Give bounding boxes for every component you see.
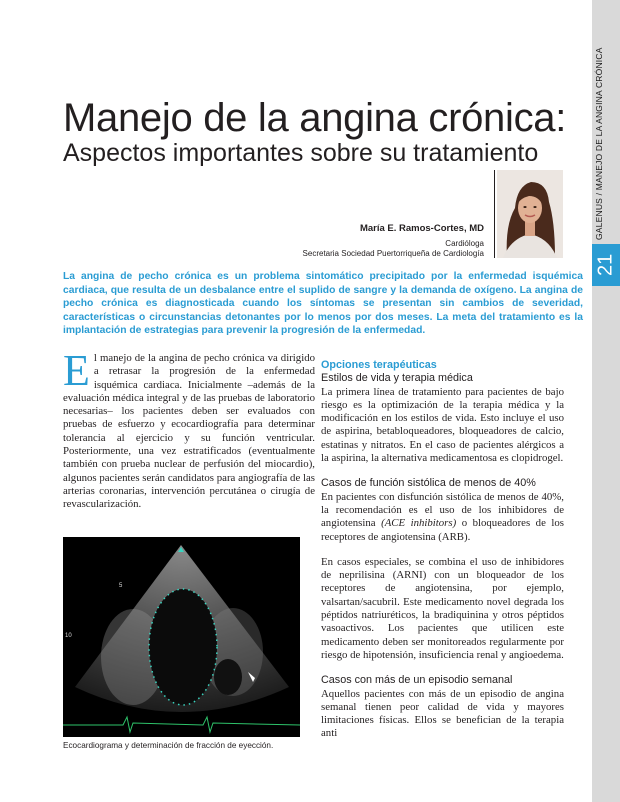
systolic-paragraph (321, 491, 564, 544)
intro-paragraph (63, 346, 315, 512)
figure-caption: Ecocardiograma y determinación de fracción de eyección. (63, 741, 274, 750)
weekly-paragraph: Aquellos pacientes con más de un episodio de angina semanal tienen peor calidad de vida y mayores limitaciones físicas. Ellos se benefician de la terapia anti (321, 687, 564, 740)
right-column (321, 359, 564, 741)
subsection-heading-weekly: Casos con más de un episodio semanal (321, 674, 513, 687)
article-subtitle: Aspectos importantes sobre su tratamiento (63, 139, 539, 167)
subsection-heading-lifestyle: Estilos de vida y terapia médica (321, 372, 473, 385)
page-number: 21 (594, 253, 617, 277)
article-title: Manejo de la angina crónica: (63, 96, 567, 140)
section-heading: Opciones terapéuticas (321, 359, 437, 371)
echo-label-10: 10 (65, 633, 72, 639)
echocardiogram-image (63, 537, 300, 737)
author-organization: Secretaria Sociedad Puertorriqueña de Cardiología (302, 249, 484, 258)
drop-cap: E (63, 346, 90, 395)
intro-text: l manejo de la angina de pecho crónica va dirigido a retrasar la progresión de la enfermedad isquémica cardiaca. Inicialmente –además de la evaluación médica integral y de las pruebas de laboratorio necesarias– los pacientes deben ser evaluados con pruebas de esfuerzo y ecocardiografía para determinar tolerancia al ejercicio y su función ventricular. Posteriormente, una vez estratificados (eventualmente también con prueba nuclear de perfusión del miocardio), algunos pacientes serán candidatos para angiografía de las arterias coronarias, intervención percutánea o cirugía de revascularización. (63, 352, 315, 511)
subsection-heading-systolic: Casos de función sistólica de menos de 40% (321, 477, 536, 490)
abstract: La angina de pecho crónica es un problema sintomático precipitado por la enfermedad isquémica cardiaca, que resulta de un desbalance entre el suplido de sangre y la demanda de oxígeno. La angina de pecho crónica es diagnosticada cuando los síntomas se presentan sin cambios de severidad, características o circunstancias detonantes por lo menos por dos meses. La meta del tratamiento es la implantación de estrategias para prevenir la progresión de la enfermedad. (63, 271, 583, 336)
author-role: Cardióloga (445, 239, 484, 248)
systolic-text-a: En pacientes con disfunción sistólica de menos de 40%, la recomendación es el uso de los inhibidores de angiotensina (321, 490, 564, 530)
systolic-text-b: o bloqueadores de los receptores de angiotensina (ARB). (321, 517, 564, 543)
arni-paragraph: En casos especiales, se combina el uso de inhibidores de neprilisina (ARNI) con un bloqueador de los receptores de angiotensina, por ejemplo, valsartan/sacubril. Este medicamento novel degrada los péptidos natriuréticos, la bradiquinina y otros péptidos vasoactivos. Los pacientes que utilicen este medicamento deben ser monitoreados regularmente por riesgo de hipotensión, insuficiencia renal y angioedema. (321, 555, 564, 661)
author-name: María E. Ramos-Cortes, MD (359, 223, 484, 234)
running-header: GALENUS / MANEJO DE LA ANGINA CRÓNICA (594, 47, 604, 240)
author-divider (494, 170, 495, 258)
left-column (63, 346, 315, 512)
lifestyle-paragraph: La primera línea de tratamiento para pacientes de bajo riesgo es la optimización de la terapia médica y la modificación en los estilos de vida. Esto incluye el uso de aspirina, betabloqueadores, bloqueadores de calcio, estatinas y nitratos. En el caso de pacientes alérgicos a la aspirina, la alternativa medicamentosa es clopidrogel. (321, 385, 564, 465)
author-photo (497, 170, 563, 258)
systolic-text-italic: (ACE inhibitors) (381, 517, 457, 530)
echo-label-5: 5 (119, 583, 123, 589)
